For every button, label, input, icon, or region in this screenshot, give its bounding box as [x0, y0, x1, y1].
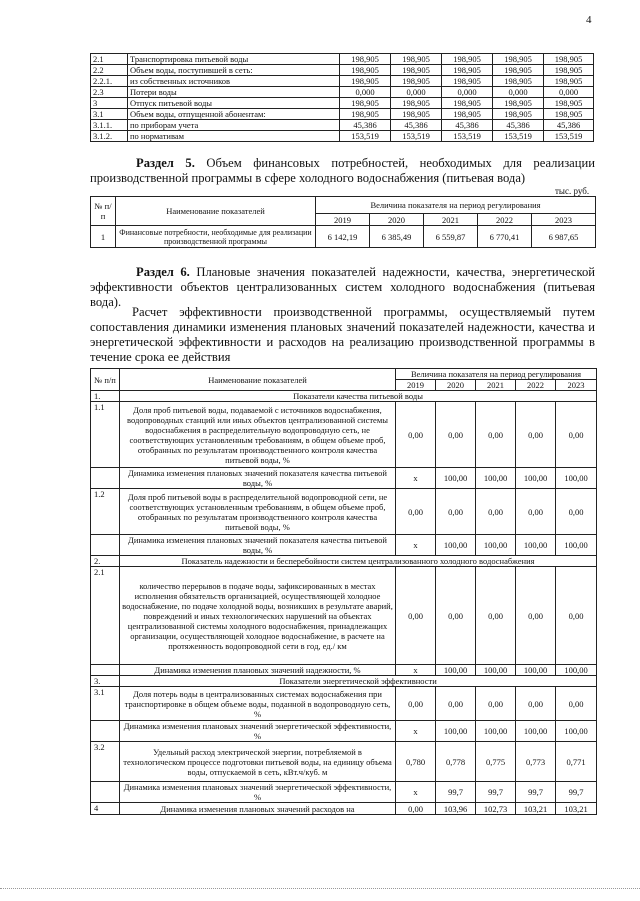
row-value: 6 559,87: [424, 226, 478, 248]
indicators-table-body: [91, 369, 597, 815]
row-name: количество перерывов в подаче воды, зафиксированных в местах исполнения обязательств организацией, осуществляющей холодное водоснабжение, по подаче холодной воды, возникших в результате аварий, повреждений и иных технологических нарушений на объектах централизованной системы холодного водоснабжения, принадлежащих организации, осуществляющей холодное водоснабжение, в расчете на протяженность водопроводной сети в год, ед./ км: [120, 567, 396, 665]
row-value: 100,00: [556, 721, 597, 742]
row-value: 0,00: [476, 402, 516, 468]
row-value: 45,386: [391, 120, 442, 131]
header-period: Величина показателя на период регулирования: [396, 369, 597, 380]
row-number: 3.2: [91, 742, 120, 782]
group-row: [91, 676, 597, 687]
row-value: 198,905: [442, 65, 493, 76]
row-value: 99,7: [436, 782, 476, 803]
row-number: 2.3: [91, 87, 128, 98]
row-value: 102,73: [476, 803, 516, 815]
group-title: Показатели качества питьевой воды: [120, 391, 597, 402]
row-name: Удельный расход электрической энергии, потребляемой в технологическом процессе подготовки питьевой воды, на единицу объема воды, отпускаемой в сеть, кВт.ч/куб. м: [120, 742, 396, 782]
row-name: из собственных источников: [128, 76, 340, 87]
row-name: Объем воды, поступившей в сеть:: [128, 65, 340, 76]
row-value: х: [396, 782, 436, 803]
group-number: 2.: [91, 556, 120, 567]
row-value: 198,905: [544, 76, 594, 87]
table-row: [91, 721, 597, 742]
row-value: 100,00: [556, 665, 597, 676]
row-value: 0,00: [436, 489, 476, 535]
row-name: Динамика изменения плановых значений надежности, %: [120, 665, 396, 676]
row-number: 2.2.1.: [91, 76, 128, 87]
row-value: 0,00: [476, 489, 516, 535]
row-value: 0,773: [516, 742, 556, 782]
section6-label: Раздел 6.: [136, 265, 190, 279]
row-value: 198,905: [340, 65, 391, 76]
row-value: 153,519: [442, 131, 493, 142]
row-number: 3: [91, 98, 128, 109]
row-value: 100,00: [476, 535, 516, 556]
row-value: 0,00: [516, 687, 556, 721]
row-value: 0,00: [396, 489, 436, 535]
row-value: 0,00: [516, 402, 556, 468]
row-value: 198,905: [340, 109, 391, 120]
row-name: Доля проб питьевой воды в распределительной водопроводной сети, не соответствующих установленным требованиям, в общем объеме проб, отобранных по результатам производственного контроля качества питьевой воды, %: [120, 489, 396, 535]
row-value: 6 770,41: [478, 226, 532, 248]
table-row: [91, 109, 594, 120]
section6-title: Плановые значения показателей надежности, качества, энергетической эффективности объектов централизованных систем холодного водоснабжения (питьевая вода).: [90, 265, 595, 309]
row-number: [91, 782, 120, 803]
table-row: [91, 742, 597, 782]
row-value: 198,905: [340, 54, 391, 65]
row-number: 2.1: [91, 567, 120, 665]
row-number: [91, 468, 120, 489]
row-value: 0,771: [556, 742, 597, 782]
row-value: 0,000: [544, 87, 594, 98]
row-number: 1.1: [91, 402, 120, 468]
row-value: 0,00: [396, 402, 436, 468]
row-value: 198,905: [544, 65, 594, 76]
row-value: 198,905: [493, 98, 544, 109]
unit-label: тыс. руб.: [555, 186, 590, 196]
row-value: 0,00: [436, 402, 476, 468]
row-value: 6 385,49: [370, 226, 424, 248]
section5-heading: [90, 156, 595, 186]
row-number: 1.2: [91, 489, 120, 535]
row-name: Финансовые потребности, необходимые для реализации производственной программы: [116, 226, 316, 248]
group-row: [91, 391, 597, 402]
row-value: 0,00: [476, 687, 516, 721]
year-header: 2023: [532, 214, 596, 226]
section5-label: Раздел 5.: [136, 156, 195, 170]
row-value: 153,519: [391, 131, 442, 142]
row-value: 0,00: [556, 687, 597, 721]
row-name: по нормативам: [128, 131, 340, 142]
row-value: х: [396, 721, 436, 742]
row-value: 0,780: [396, 742, 436, 782]
row-value: 45,386: [544, 120, 594, 131]
row-value: 198,905: [442, 109, 493, 120]
row-value: 153,519: [544, 131, 594, 142]
row-value: 103,96: [436, 803, 476, 815]
group-number: 1.: [91, 391, 120, 402]
row-value: 198,905: [340, 76, 391, 87]
row-value: 100,00: [516, 468, 556, 489]
row-number: [91, 721, 120, 742]
row-name: Динамика изменения плановых значений энергетической эффективности, %: [120, 782, 396, 803]
table-row: [91, 489, 597, 535]
row-value: 45,386: [340, 120, 391, 131]
row-value: х: [396, 468, 436, 489]
row-value: 6 142,19: [316, 226, 370, 248]
table-row: [91, 468, 597, 489]
row-value: 0,00: [476, 567, 516, 665]
row-value: 0,000: [340, 87, 391, 98]
row-value: 198,905: [493, 65, 544, 76]
year-header: 2023: [556, 380, 597, 391]
row-number: 2.1: [91, 54, 128, 65]
row-value: 198,905: [391, 76, 442, 87]
row-value: 45,386: [442, 120, 493, 131]
row-value: 198,905: [544, 109, 594, 120]
table-row: [91, 803, 597, 815]
section6-paragraph: Расчет эффективности производственной программы, осуществляемый путем сопоставления динамики изменения плановых значений показателей надежности, качества и энергетической эффективности и расходов на реализацию производственной программы в течение срока ее действия: [90, 305, 595, 364]
row-name: Динамика изменения плановых значений расходов на: [120, 803, 396, 815]
finance-header-num: № п/п: [91, 197, 116, 226]
year-header: 2020: [436, 380, 476, 391]
row-value: 198,905: [391, 54, 442, 65]
row-number: 3.1: [91, 687, 120, 721]
table-row: [91, 98, 594, 109]
group-number: 3.: [91, 676, 120, 687]
row-value: 100,00: [436, 535, 476, 556]
row-value: 198,905: [391, 109, 442, 120]
row-value: х: [396, 665, 436, 676]
header-name: Наименование показателей: [120, 369, 396, 391]
row-value: 198,905: [442, 54, 493, 65]
row-value: 0,00: [516, 489, 556, 535]
row-value: 198,905: [442, 98, 493, 109]
row-value: 0,775: [476, 742, 516, 782]
table-row: [91, 87, 594, 98]
row-number: 3.1: [91, 109, 128, 120]
year-header: 2022: [516, 380, 556, 391]
table-row: [91, 567, 597, 665]
row-value: 100,00: [436, 665, 476, 676]
row-number: 3.1.1.: [91, 120, 128, 131]
year-header: 2022: [478, 214, 532, 226]
table-row: [91, 65, 594, 76]
table-row: [91, 76, 594, 87]
row-value: 0,00: [556, 567, 597, 665]
row-value: 198,905: [544, 54, 594, 65]
year-header: 2019: [316, 214, 370, 226]
table-row: [91, 402, 597, 468]
group-title: Показатель надежности и бесперебойности систем централизованного холодного водоснабжения: [120, 556, 597, 567]
finance-table: [90, 196, 596, 248]
group-row: [91, 556, 597, 567]
row-number: 3.1.2.: [91, 131, 128, 142]
indicators-table: [90, 368, 597, 815]
row-value: 0,00: [396, 687, 436, 721]
row-value: 198,905: [391, 98, 442, 109]
row-value: 0,000: [391, 87, 442, 98]
group-title: Показатели энергетической эффективности: [120, 676, 597, 687]
row-value: 0,00: [436, 687, 476, 721]
row-name: Доля потерь воды в централизованных системах водоснабжения при транспортировке в общем объеме воды, поданной в водопроводную сеть, %: [120, 687, 396, 721]
row-value: 0,000: [442, 87, 493, 98]
row-value: 0,00: [556, 489, 597, 535]
table-row: [91, 665, 597, 676]
row-value: 0,778: [436, 742, 476, 782]
row-value: 0,00: [436, 567, 476, 665]
row-value: 198,905: [493, 54, 544, 65]
volume-table-body: [91, 54, 594, 142]
row-value: 103,21: [516, 803, 556, 815]
row-value: 0,00: [516, 567, 556, 665]
section6-heading: [90, 265, 595, 310]
row-value: 0,00: [396, 567, 436, 665]
row-value: 100,00: [476, 665, 516, 676]
year-header: 2021: [476, 380, 516, 391]
table-row: [91, 535, 597, 556]
row-value: 6 987,65: [532, 226, 596, 248]
row-name: Динамика изменения плановых значений показателя качества питьевой воды, %: [120, 468, 396, 489]
row-value: 100,00: [556, 468, 597, 489]
row-value: 100,00: [516, 665, 556, 676]
row-value: 100,00: [556, 535, 597, 556]
table-row: [91, 687, 597, 721]
volume-table: [90, 53, 594, 142]
header-row: [91, 369, 597, 380]
table-row: [91, 782, 597, 803]
row-value: 103,21: [556, 803, 597, 815]
row-value: 198,905: [493, 109, 544, 120]
row-value: 198,905: [493, 76, 544, 87]
row-name: Отпуск питьевой воды: [128, 98, 340, 109]
row-value: 99,7: [556, 782, 597, 803]
footer-line: [0, 888, 640, 889]
table-row: [91, 131, 594, 142]
row-value: 0,00: [396, 803, 436, 815]
row-name: Динамика изменения плановых значений энергетической эффективности, %: [120, 721, 396, 742]
row-number: 1: [91, 226, 116, 248]
row-value: 153,519: [493, 131, 544, 142]
row-number: [91, 665, 120, 676]
row-value: 45,386: [493, 120, 544, 131]
row-value: 198,905: [442, 76, 493, 87]
row-name: Доля проб питьевой воды, подаваемой с источников водоснабжения, водопроводных станций или иных объектов централизованной системы водоснабжения в распределительную водопроводную сеть, не соответствующих установленным требованиям, в общем объеме проб, отобранных по результатам производственного контроля качества питьевой воды, %: [120, 402, 396, 468]
row-value: 0,00: [556, 402, 597, 468]
year-header: 2020: [370, 214, 424, 226]
row-number: [91, 535, 120, 556]
table-row: [91, 54, 594, 65]
row-value: 100,00: [436, 468, 476, 489]
year-header: 2019: [396, 380, 436, 391]
finance-header-name: Наименование показателей: [116, 197, 316, 226]
row-number: 2.2: [91, 65, 128, 76]
row-value: 100,00: [476, 468, 516, 489]
section5-title: Объем финансовых потребностей, необходимых для реализации производственной программы в сфере холодного водоснабжения (питьевая вода): [90, 156, 595, 185]
row-name: по приборам учета: [128, 120, 340, 131]
row-value: 198,905: [340, 98, 391, 109]
row-name: Потери воды: [128, 87, 340, 98]
row-value: 0,000: [493, 87, 544, 98]
row-number: 4: [91, 803, 120, 815]
row-value: 100,00: [476, 721, 516, 742]
row-value: 99,7: [476, 782, 516, 803]
page-number: 4: [586, 14, 592, 26]
row-value: 100,00: [436, 721, 476, 742]
header-num: № п/п: [91, 369, 120, 391]
year-header: 2021: [424, 214, 478, 226]
row-name: Динамика изменения плановых значений показателя качества питьевой воды, %: [120, 535, 396, 556]
row-value: 100,00: [516, 721, 556, 742]
finance-header-period: Величина показателя на период регулирования: [316, 197, 596, 214]
table-row: [91, 120, 594, 131]
row-value: 153,519: [340, 131, 391, 142]
row-name: Транспортировка питьевой воды: [128, 54, 340, 65]
row-value: 99,7: [516, 782, 556, 803]
row-value: 100,00: [516, 535, 556, 556]
row-value: х: [396, 535, 436, 556]
row-name: Объем воды, отпущенной абонентам:: [128, 109, 340, 120]
row-value: 198,905: [544, 98, 594, 109]
row-value: 198,905: [391, 65, 442, 76]
